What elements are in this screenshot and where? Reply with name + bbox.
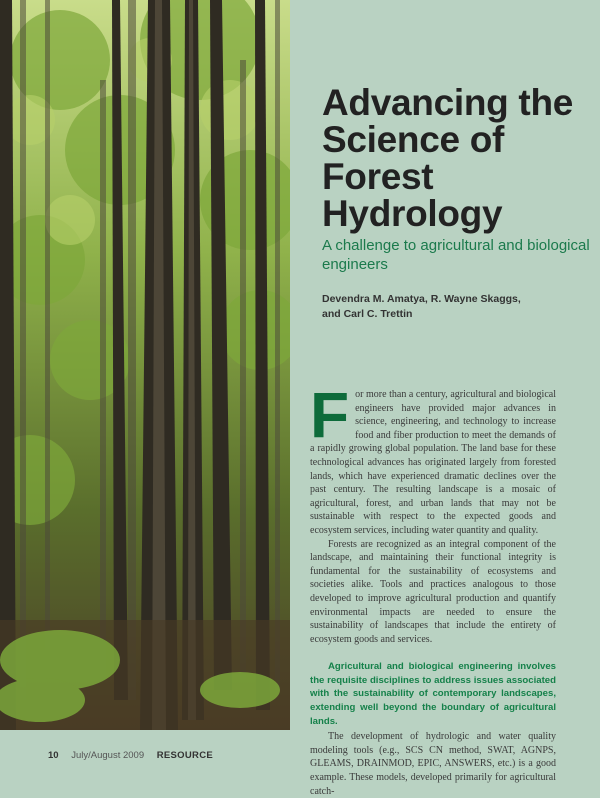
paragraph-3: The development of hydrologic and water quality modeling tools (e.g., SCS CN method, SWAT, AGNPS, GLEAMS, DRAINMOD, EPIC, ANSWERS, etc.) is a good example. These models, developed primarily for agricultural catch- xyxy=(310,731,556,797)
article-authors xyxy=(322,292,582,322)
magazine-name: RESOURCE xyxy=(156,750,213,761)
issue-date: July/August 2009 xyxy=(71,750,145,761)
article-subtitle: A challenge to agricultural and biological engineers xyxy=(322,237,590,273)
paragraph-2: Forests are recognized as an integral component of the landscape, and maintaining their functional integrity is fundamental for the sustainability of ecosystems and societies alike. Tools and practices analogous to those developed to improve agricultural production and quantify environmental impacts are needed to ensure the sustainability of landscapes that include the entirety of ecosystem goods and services. xyxy=(310,538,556,645)
page-number: 10 xyxy=(48,750,59,761)
pull-quote: Agricultural and biological engineering involves the requisite disciplines to address issues associated with the sustainability of contemporary landscapes, extending well beyond the boundary of agricultural lands. xyxy=(310,661,556,727)
forest-photo xyxy=(0,0,290,730)
paragraph-1-text: or more than a century, agricultural and biological engineers have provided major advances in science, engineering, and technology to increase food and fiber production to meet the demands of a rapidly growing global population. The land base for these technological advances has originated largely from forested lands, which have experienced dramatic declines over the past century. The resulting landscape is a mosaic of agricultural, forest, and urban lands that may not be sustainable with respect to the expected goods and ecosystem services, including water quantity and quality. xyxy=(310,389,556,536)
article-title: Advancing the Science of Forest Hydrology xyxy=(322,82,574,234)
authors-line-1: Devendra M. Amatya, R. Wayne Skaggs, xyxy=(322,293,521,305)
authors-line-2: and Carl C. Trettin xyxy=(322,308,413,320)
paragraph-1 xyxy=(310,379,556,538)
article-body xyxy=(310,379,556,798)
drop-cap: F xyxy=(310,379,350,451)
page-footer xyxy=(48,750,223,761)
